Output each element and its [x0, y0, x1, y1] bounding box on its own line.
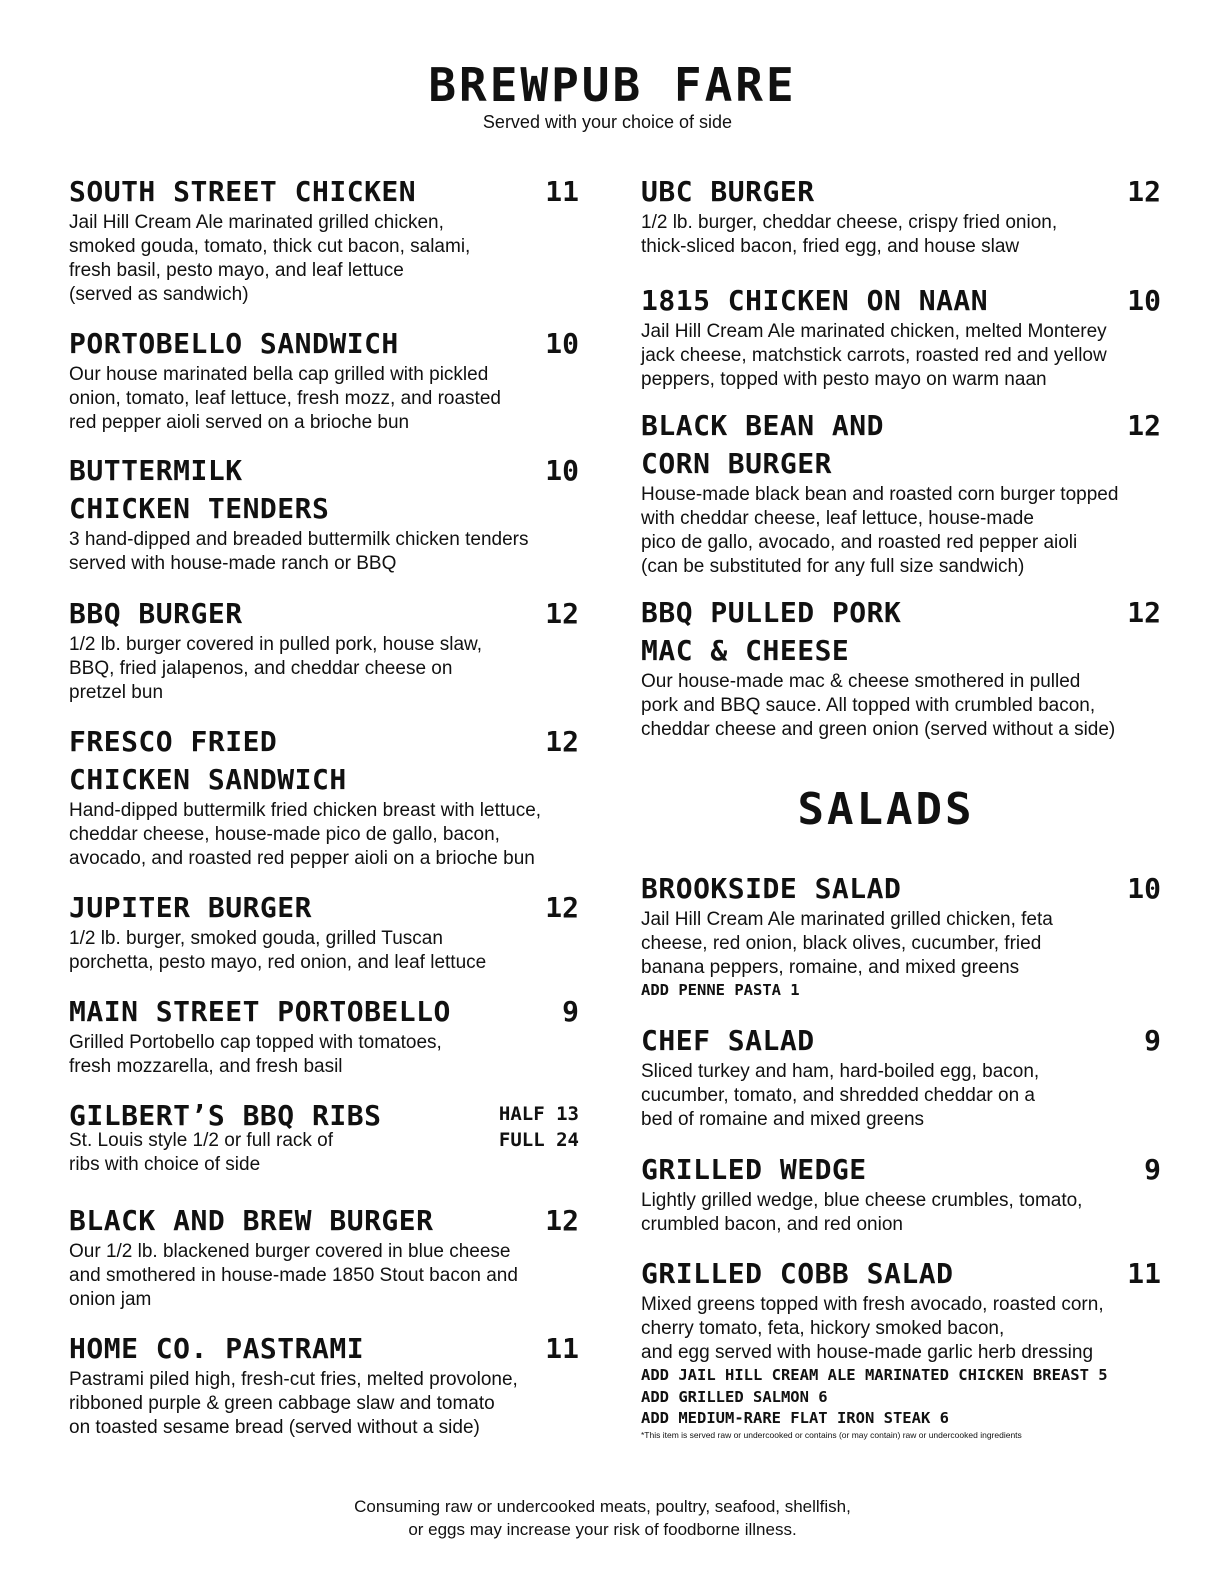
- item-description: St. Louis style 1/2 or full rack of ribs with choice of side: [69, 1130, 334, 1175]
- addon-option: ADD GRILLED SALMON 6: [641, 1387, 828, 1406]
- menu-item-ubc-burger: [641, 173, 1161, 259]
- item-price: 12: [545, 1204, 579, 1237]
- item-name: UBC BURGER: [641, 175, 815, 208]
- item-name: PORTOBELLO SANDWICH: [69, 327, 399, 360]
- item-price: 9: [562, 995, 579, 1028]
- item-name: BLACK AND BREW BURGER: [69, 1204, 434, 1237]
- menu-item-home-co-pastrami: [69, 1330, 579, 1440]
- addon-option: ADD MEDIUM-RARE FLAT IRON STEAK 6: [641, 1409, 949, 1427]
- foodborne-illness-warning: Consuming raw or undercooked meats, poultry, seafood, shellfish, or eggs may increase your risk of foodborne illness.: [354, 1497, 851, 1539]
- item-description: Grilled Portobello cap topped with tomatoes, fresh mozzarella, and fresh basil: [69, 1032, 442, 1077]
- item-description: Our house marinated bella cap grilled with pickled onion, tomato, leaf lettuce, fresh mozz, and roasted red pepper aioli served on a brioche bun: [69, 364, 501, 433]
- item-price: 11: [545, 1332, 579, 1365]
- item-price: 9: [1144, 1153, 1161, 1186]
- item-description: 1/2 lb. burger, smoked gouda, grilled Tuscan porchetta, pesto mayo, red onion, and leaf lettuce: [69, 928, 487, 973]
- item-name: JUPITER BURGER: [69, 891, 313, 924]
- salads-section-title: SALADS: [797, 784, 975, 835]
- item-description: Jail Hill Cream Ale marinated grilled chicken, smoked gouda, tomato, thick cut bacon, salami, fresh basil, pesto mayo, and leaf lettuce (served as sandwich): [69, 212, 471, 305]
- menu-item-bbq-pulled-pork-mac-and-cheese: [641, 594, 1161, 742]
- item-description: Hand-dipped buttermilk fried chicken breast with lettuce, cheddar cheese, house-made pico de gallo, bacon, avocado, and roasted red pepper aioli on a brioche bun: [69, 800, 542, 869]
- item-name: FRESCO FRIED CHICKEN SANDWICH: [69, 725, 347, 796]
- item-description: Our house-made mac & cheese smothered in pulled pork and BBQ sauce. All topped with crumbled bacon, cheddar cheese and green onion (served without a side): [641, 671, 1116, 740]
- item-description: 3 hand-dipped and breaded buttermilk chicken tenders served with house-made ranch or BBQ: [69, 529, 529, 574]
- item-price: 10: [1127, 284, 1161, 317]
- item-name: MAIN STREET PORTOBELLO: [69, 995, 451, 1028]
- menu-item-jupiter-burger: [69, 889, 579, 975]
- item-name: GRILLED WEDGE: [641, 1153, 867, 1186]
- addon-option: ADD JAIL HILL CREAM ALE MARINATED CHICKEN BREAST 5: [641, 1366, 1108, 1384]
- item-price: 11: [1127, 1257, 1161, 1290]
- menu-item-buttermilk-chicken-tenders: [69, 452, 579, 576]
- item-description: Jail Hill Cream Ale marinated grilled chicken, feta cheese, red onion, black olives, cucumber, fried banana peppers, romaine, and mixed greens: [641, 909, 1053, 978]
- item-description: Lightly grilled wedge, blue cheese crumbles, tomato, crumbled bacon, and red onion: [641, 1190, 1083, 1235]
- price-full: FULL 24: [498, 1129, 579, 1151]
- item-price: 12: [545, 597, 579, 630]
- item-name: GRILLED COBB SALAD: [641, 1257, 954, 1290]
- item-price: 12: [545, 725, 579, 758]
- item-description: 1/2 lb. burger, cheddar cheese, crispy fried onion, thick-sliced bacon, fried egg, and house slaw: [641, 212, 1058, 257]
- item-description: Sliced turkey and ham, hard-boiled egg, bacon, cucumber, tomato, and shredded cheddar on a bed of romaine and mixed greens: [641, 1061, 1040, 1130]
- menu-item-bbq-burger: [69, 595, 579, 705]
- menu-item-gilberts-bbq-ribs: [69, 1097, 579, 1177]
- item-price: 10: [545, 454, 579, 487]
- menu-item-south-street-chicken: [69, 173, 579, 307]
- menu-item-fresco-fried-chicken-sandwich: [69, 723, 579, 871]
- item-price: 12: [1127, 596, 1161, 629]
- price-half: HALF 13: [498, 1103, 579, 1125]
- item-description: Mixed greens topped with fresh avocado, roasted corn, cherry tomato, feta, hickory smoked bacon, and egg served with house-made garlic herb dressing: [641, 1294, 1104, 1363]
- item-name: GILBERT’S BBQ RIBS: [69, 1099, 382, 1132]
- item-price-options: [499, 1097, 579, 1153]
- item-name: BROOKSIDE SALAD: [641, 872, 902, 905]
- item-price: 12: [1127, 175, 1161, 208]
- menu-item-black-bean-and-corn-burger: [641, 407, 1161, 579]
- item-description: Our 1/2 lb. blackened burger covered in blue cheese and smothered in house-made 1850 Stout bacon and onion jam: [69, 1241, 518, 1310]
- item-price: 12: [1127, 409, 1161, 442]
- item-name: HOME CO. PASTRAMI: [69, 1332, 365, 1365]
- item-description: Jail Hill Cream Ale marinated chicken, melted Monterey jack cheese, matchstick carrots, roasted red and yellow peppers, topped with pesto mayo on warm naan: [641, 321, 1107, 390]
- item-price: 10: [545, 327, 579, 360]
- menu-item-chef-salad: [641, 1022, 1161, 1132]
- item-description: House-made black bean and roasted corn burger topped with cheddar cheese, leaf lettuce, house-made pico de gallo, avocado, and roasted red pepper aioli (can be substituted for any full size sandwich): [641, 484, 1119, 577]
- item-name: CHEF SALAD: [641, 1024, 815, 1057]
- item-name: BBQ PULLED PORK MAC & CHEESE: [641, 596, 902, 667]
- item-price: 11: [545, 175, 579, 208]
- menu-item-black-and-brew-burger: [69, 1202, 579, 1312]
- menu-item-brookside-salad: [641, 870, 1161, 1002]
- menu-item-main-street-portobello: [69, 993, 579, 1079]
- item-price: 12: [545, 891, 579, 924]
- item-price: 10: [1127, 872, 1161, 905]
- raw-food-note: *This item is served raw or undercooked or contains (or may contain) raw or undercooked ingredients: [641, 1429, 1022, 1440]
- menu-item-grilled-wedge: [641, 1151, 1161, 1237]
- menu-item-1815-chicken-on-naan: [641, 282, 1161, 392]
- item-name: 1815 CHICKEN ON NAAN: [641, 284, 989, 317]
- item-price: 9: [1144, 1024, 1161, 1057]
- menu-subtitle: Served with your choice of side: [482, 112, 733, 132]
- menu-title: BREWPUB FARE: [428, 58, 797, 112]
- item-name: SOUTH STREET CHICKEN: [69, 175, 417, 208]
- menu-item-portobello-sandwich: [69, 325, 579, 435]
- item-name: BUTTERMILK CHICKEN TENDERS: [69, 454, 330, 525]
- item-description: Pastrami piled high, fresh-cut fries, melted provolone, ribboned purple & green cabbage slaw and tomato on toasted sesame bread (served without a side): [69, 1369, 518, 1438]
- addon-option: ADD PENNE PASTA 1: [641, 981, 800, 999]
- item-description: 1/2 lb. burger covered in pulled pork, house slaw, BBQ, fried jalapenos, and cheddar cheese on pretzel bun: [69, 634, 482, 703]
- item-name: BLACK BEAN AND CORN BURGER: [641, 409, 885, 480]
- menu-item-grilled-cobb-salad: [641, 1255, 1161, 1441]
- item-name: BBQ BURGER: [69, 597, 243, 630]
